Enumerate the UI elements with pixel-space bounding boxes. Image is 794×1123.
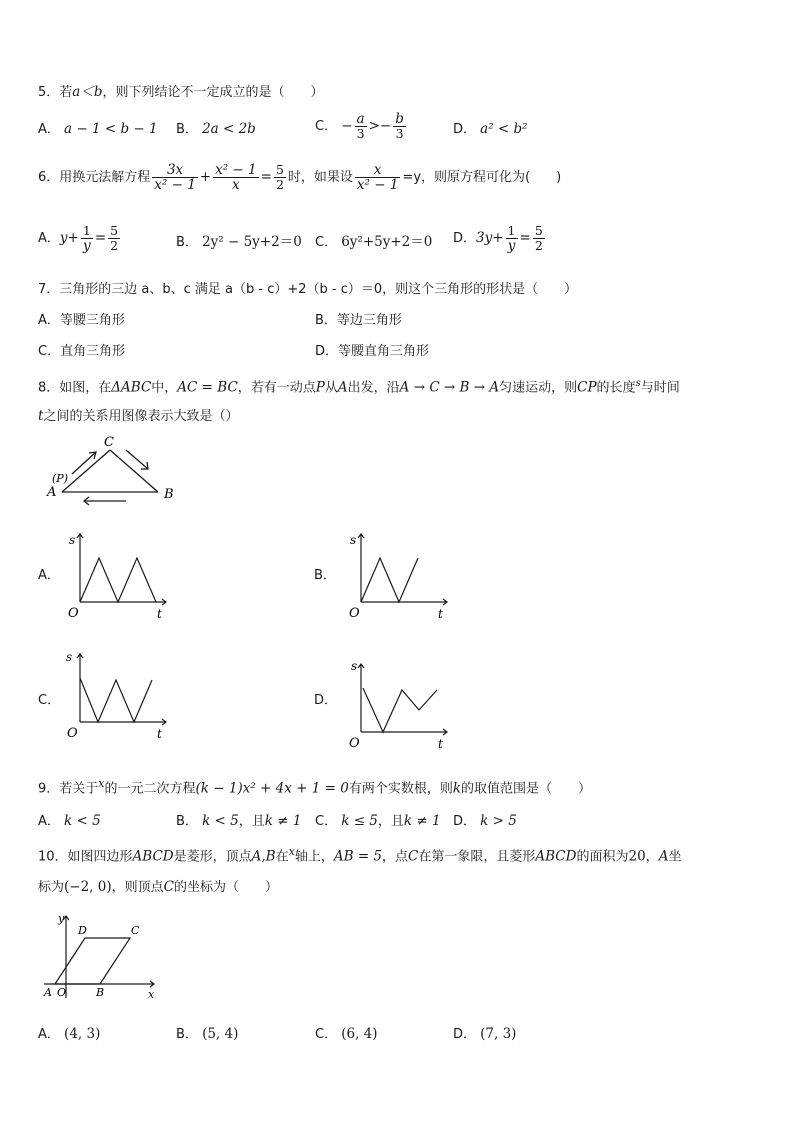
axis-s: s bbox=[351, 659, 358, 673]
q9-option-b[interactable]: B． k < 5，且k ≠ 1 bbox=[176, 813, 302, 829]
graph-curve bbox=[361, 558, 418, 602]
q8-option-c[interactable]: C． bbox=[38, 693, 61, 708]
q8-stem-line2: t之间的关系用图像表示大致是（） bbox=[38, 408, 239, 424]
graph-curve bbox=[80, 678, 152, 722]
label-a: A bbox=[44, 986, 52, 999]
axis-t: t bbox=[157, 607, 162, 620]
axis-o: O bbox=[68, 606, 79, 620]
label-b: B bbox=[164, 487, 174, 502]
axis-t: t bbox=[157, 727, 162, 740]
q5-option-b[interactable]: B． 2a < 2b bbox=[176, 121, 256, 137]
q5-option-d[interactable]: D． a² < b² bbox=[453, 121, 528, 137]
q8-option-d[interactable]: D． bbox=[314, 693, 338, 708]
q6-option-c[interactable]: C． 6y²+5y+2＝0 bbox=[315, 234, 433, 250]
q7-option-d[interactable]: D．等腰直角三角形 bbox=[315, 344, 430, 359]
q8-option-b[interactable]: B． bbox=[314, 568, 336, 583]
label-o: O bbox=[57, 986, 67, 999]
q8-graph-a[interactable] bbox=[64, 528, 174, 620]
label-b: B bbox=[96, 986, 105, 999]
q8-graph-c[interactable] bbox=[64, 648, 174, 740]
q10-option-c[interactable]: C． (6, 4) bbox=[315, 1026, 378, 1042]
q8-graph-b[interactable] bbox=[345, 528, 455, 620]
side-ac bbox=[62, 450, 110, 492]
label-d: D bbox=[78, 924, 87, 937]
q7-option-b[interactable]: B．等边三角形 bbox=[315, 313, 402, 328]
graph-curve bbox=[363, 688, 437, 732]
q10-stem-line1: 10．如图四边形ABCD是菱形，顶点A,B在$^x$轴上，AB = 5，点C在第一象限，且菱形ABCD的面积为20，A坐 bbox=[38, 845, 682, 865]
label-x: x bbox=[148, 988, 155, 1001]
q10-rhombus-figure bbox=[38, 910, 160, 1002]
q8-stem-line1: 8．如图，在ΔABC中，AC = BC，若有一动点P从A出发，沿A → C → B → A匀速运动，则CP的长度$^s$与时间 bbox=[38, 378, 680, 396]
q5-option-c[interactable]: C． − $\frac{a}{3}$ >− $\frac{b}{3}$ bbox=[315, 111, 404, 141]
label-c: C bbox=[104, 435, 114, 450]
label-a: A bbox=[47, 485, 57, 500]
q10-option-b[interactable]: B． (5, 4) bbox=[176, 1026, 239, 1042]
q6-stem: 6．用换元法解方程 $\frac{3x}{\text{x² − 1}}$ + $\frac{\text{x² − 1}}{x}$ = $\frac{5}{2}$ 时，如果设 $\frac{x}{\text{x² − 1}}$ =y，则原方程可化为( ) bbox=[38, 162, 562, 193]
axis-t: t bbox=[438, 607, 443, 620]
q9-option-c[interactable]: C． k ≤ 5，且k ≠ 1 bbox=[315, 813, 441, 829]
arrow-a-to-c bbox=[72, 452, 96, 474]
q5-option-a[interactable]: A． a − 1 < b − 1 bbox=[38, 121, 158, 137]
q6-option-d[interactable]: D．3y+ $\frac{1}{y}$ = $\frac{5}{2}$ bbox=[453, 223, 543, 254]
axis-s: s bbox=[69, 533, 76, 547]
label-c: C bbox=[131, 924, 140, 937]
graph-curve bbox=[80, 558, 156, 602]
label-p: (P) bbox=[52, 472, 68, 485]
q9-option-d[interactable]: D． k > 5 bbox=[453, 813, 517, 829]
q8-option-a[interactable]: A． bbox=[38, 568, 60, 583]
axis-o: O bbox=[67, 726, 78, 740]
axis-o: O bbox=[349, 606, 360, 620]
q10-option-a[interactable]: A． (4, 3) bbox=[38, 1026, 101, 1042]
q8-graph-d[interactable] bbox=[345, 658, 455, 750]
q10-option-d[interactable]: D． (7, 3) bbox=[453, 1026, 517, 1042]
label-y: y bbox=[58, 912, 65, 925]
q7-option-c[interactable]: C．直角三角形 bbox=[38, 344, 126, 359]
q7-stem: 7．三角形的三边 a、b、c 满足 a（b - c）+2（b - c）＝0，则这个三角形的形状是（ ） bbox=[38, 282, 578, 297]
q7-option-a[interactable]: A．等腰三角形 bbox=[38, 313, 125, 328]
q6-option-b[interactable]: B． 2y² − 5y+2＝0 bbox=[176, 234, 302, 250]
q9-option-a[interactable]: A． k < 5 bbox=[38, 813, 101, 829]
axis-o: O bbox=[349, 736, 360, 750]
q10-stem-line2: 标为(−2, 0)，则顶点C的坐标为（ ） bbox=[38, 879, 278, 895]
axis-s: s bbox=[350, 533, 357, 547]
q6-option-a[interactable]: A．y+ $\frac{1}{y}$ = $\frac{5}{2}$ bbox=[38, 223, 119, 254]
axis-s: s bbox=[66, 650, 73, 664]
q9-stem: 9．若关于$^x$的一元二次方程(k − 1)x² + 4x + 1 = 0有两个实数根，则k的取值范围是（ ） bbox=[38, 777, 592, 797]
q8-triangle-figure bbox=[44, 432, 194, 508]
axis-t: t bbox=[438, 737, 443, 750]
q5-stem: 5．若a＜b，则下列结论不一定成立的是（ ） bbox=[38, 84, 324, 100]
